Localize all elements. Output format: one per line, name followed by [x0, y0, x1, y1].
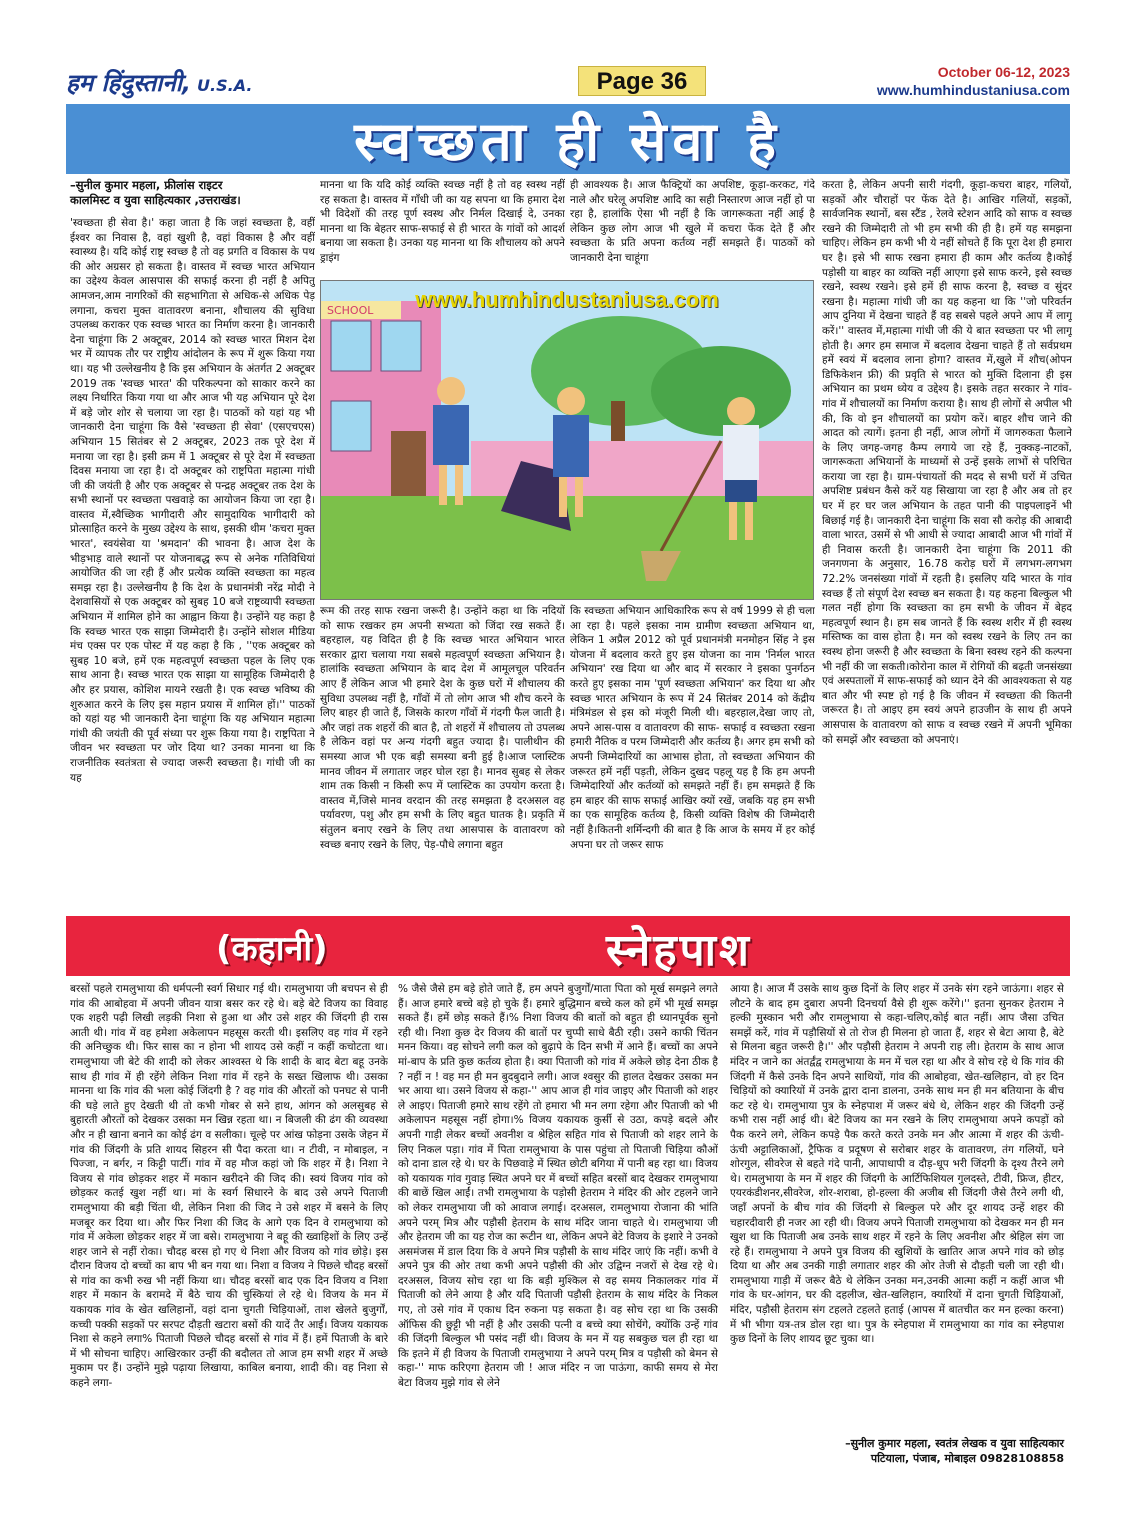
article-column-3-top	[570, 178, 815, 276]
brand-usa: U.S.A.	[197, 76, 253, 95]
signature-line-2: पटियाला, पंजाब, मोबाइल 09828108858	[870, 1452, 1064, 1465]
story-title: स्नेहपाश	[606, 925, 752, 976]
article-column-1	[70, 216, 315, 906]
byline-line-1: –सुनील कुमार महला, फ्रीलांस राइटर	[70, 178, 223, 192]
article-title: स्वच्छता ही सेवा है	[354, 110, 782, 173]
school-sign: SCHOOL	[327, 304, 374, 317]
signature-line-1: –सुनील कुमार महला, स्वतंत्र लेखक व युवा साहित्यकार	[845, 1437, 1064, 1450]
story-column-1	[70, 982, 388, 1468]
story-paragraph: आया है। आज मैं उसके साथ कुछ दिनों के लिए शहर में उनके संग रहने जाऊंगा। शहर से लौटने के बाद हम दुबारा अपनी दिनचर्या वैसे ही शुरू करेंगे।'' इतना सुनकर हेतराम ने हल्की मुस्कान भरी और रामलुभाया से कहा-चलिए,कोई बात नहीं। आप जैसा उचित समझें करें, गांव में पड़ौसियों से तो रोज ही मिलना हो जाता हैं, शहर से बेटा आया है, बेटे से मिलना बहुत जरूरी है।'' और पड़ौसी हेतराम ने अपनी राह ली। हेतराम के साथ आज मंदिर न जाने का अंतर्द्वंद्व रामलुभाया के मन में चल रहा था और वे सोच रहे थे कि गांव की जिंदगी में कैसे उनके दिन अपने साथियों, गांव की आबोहवा, खेत-खलिहान, वो हर दिन चिड़ियों को क्यारियों में उनके द्वारा दाना डालना, उनके साथ मन ही मन बतियाना के बीच कट रहे थे। रामलुभाया पुत्र के स्नेहपाश में जरूर बंधे थे, लेकिन शहर की जिंदगी उन्हें कभी रास नहीं आई थी। बेटे विजय का मन रखने के लिए रामलुभाया अपने कपड़ों को पैक करने लगे, लेकिन कपड़े पैक करते करते उनके मन और आत्मा में शहर की ऊंची-ऊंची अट्टालिकाओं, ट्रैफिक व प्रदूषण से सरोबार शहर के वातावरण, तंग गलियों, घने शोरगुल, सीवरेज से बहते गंदे पानी, आपाधापी व दौड़-धूप भरी जिंदगी के दृश्य तैरने लगे थे। रामलुभाया के मन में शहर की जिंदगी के आर्टिफिशियल गुलदस्ते, टीवी, फ्रिज, हीटर, एयरकंडीशनर,सीवरेज, शोर-शराबा, हो-हल्ला की अजीब सी जिंदगी जैसे तैरने लगी थी, जहाँ अपनों के बीच गांव की जिंदगी से बिल्कुल परे और दूर शायद उन्हें शहर की चहारदीवारी ही नजर आ रही थी। विजय अपने पिताजी रामलुभाया को देखकर मन ही मन खुश था कि पिताजी अब उनके साथ शहर में रहने के लिए अवनीश और श्रेहिल संग जा रहे हैं। रामलुभाया ने अपने पुत्र विजय की खुशियों के खातिर आज अपने गांव को छोड़ दिया था और अब उनकी गाड़ी लगातार शहर की ओर तेजी से दौड़ती चली जा रही थी। रामलुभाया गाड़ी में जरूर बैठे थे लेकिन उनका मन,उनकी आत्मा कहीं न कहीं आज भी गांव के घर-आंगन, घर की दहलीज, खेत-खलिहान, क्यारियों में दाना चुगती चिड़ियाओं, मंदिर, पड़ौसी हेतराम संग टहलते टहलते हताई (आपस में बातचीत कर मन हल्का करना) में भी भीगा यत्र-तत्र डोल रहा था। पुत्र के स्नेहपाश में रामलुभाया का गांव का स्नेहपाश कुछ दिनों के लिए शायद छूट चुका था।	[730, 983, 1064, 1346]
article-paragraph: करता है, लेकिन अपनी सारी गंदगी, कूड़ा-कचरा बाहर, गलियों, सड़कों और चौराहों पर फेंक देते है। आखिर गलियों, सड़कों, सार्वजनिक स्थानों, बस स्टैंड , रेलवे स्टेशन आदि को साफ व स्वच्छ रखने की जिम्मेदारी तो भी हम सभी की ही है। हमें यह समझना चाहिए। लेकिन हम कभी भी ये नहीं सोचते हैं कि पूरा देश ही हमारा घर है। इसे भी साफ रखना हमारा ही काम और कर्तव्य है।कोई पड़ोसी या बाहर का व्यक्ति नहीं आएगा इसे साफ करने, इसे स्वच्छ रखने, स्वस्थ रखने। इसे हमें ही साफ करना है, स्वच्छ व सुंदर रखना है। महात्मा गांधी जी का यह कहना था कि ''जो परिवर्तन आप दुनिया में देखना चाहते हैं वह सबसे पहले अपने आप में लागू करें।'' वास्तव में,महात्मा गांधी जी की ये बात स्वच्छता पर भी लागू होती है। अगर हम समाज में बदलाव देखना चाहते हैं तो सर्वप्रथम हमें स्वयं में बदलाव लाना होगा? वास्तव में,खुले में शौच(ओपन डिफिकेशन फ्री) की प्रवृति से भारत को मुक्ति दिलाना ही इस अभियान का प्रथम ध्येय व उद्देश्य है। इसके तहत सरकार ने गांव-गांव में शौचालयों का निर्माण कराया है। साथ ही लोगों से अपील भी की, कि वो इन शौचालयों का प्रयोग करें। बाहर शौच जाने की आदत को त्यागें। इतना ही नहीं, आज लोगों में जागरुकता फैलाने के लिए जगह-जगह कैम्प लगाये जा रहे हैं, नुक्कड़-नाटकों, जागरूकता अभियानों के माध्यमों से उन्हें इसके लाभों से परिचित कराया जा रहा है। ग्राम-पंचायतों की मदद से सभी घरों में उचित अपशिष्ट प्रबंधन कैसे करें यह सिखाया जा रहा है और अब तो हर घर में हर घर जल अभियान के तहत पानी की पाइपलाइनें भी बिछाई गई है। जानकारी देना चाहूंगा कि सवा सौ करोड़ की आबादी वाला भारत, उसमें से भी आधी से ज्यादा आबादी आज भी गांवों में ही निवास करती है। जानकारी देना चाहूंगा कि 2011 की जनगणना के अनुसार, 16.78 करोड़ घरों में लगभग-लगभग 72.2% जनसंख्या गांवों में रहती है। इसलिए यदि भारत के गांव स्वच्छ हैं तो संपूर्ण देश स्वच्छ बन सकता है। यह कहना बिल्कुल भी गलत नहीं होगा कि स्वच्छता का हम सभी के जीवन में बेहद महत्वपूर्ण स्थान है। हम सब जानते हैं कि स्वस्थ शरीर में ही स्वस्थ मस्तिष्क का वास होता है। मन को स्वस्थ रखने के लिए तन का स्वस्थ होना जरूरी है और स्वच्छता के बिना स्वस्थ रहने की कल्पना भी नहीं की जा सकती।कोरोना काल में रोगियों की बढ़ती जनसंख्या एवं अस्पतालों में साफ-सफाई को ध्यान देने की आवश्यकता से यह बात और भी स्पष्ट हो गई है कि जीवन में स्वच्छता की कितनी जरूरत है। तो आइए हम स्वयं अपने हाउजीन के साथ ही अपने आसपास के वातावरण को साफ व स्वच्छ रखने में अपनी भूमिका को समझें और स्वच्छता को अपनाएं।	[822, 179, 1072, 746]
illustration-watermark: www.humhindustaniusa.com	[415, 287, 719, 312]
article-column-2-top	[320, 178, 565, 276]
byline-line-2: कालमिस्ट व युवा साहित्यकार ,उत्तराखंड।	[70, 193, 241, 207]
article-paragraph: रूम की तरह साफ रखना जरूरी है। उन्होंने कहा था कि नदियों को साफ रखकर हम अपनी सभ्यता को जिंदा रख सकते हैं। बहरहाल, यह विदित ही है कि स्वच्छ भारत अभियान भारत सरकार द्वारा चलाया गया सबसे महत्वपूर्ण स्वच्छता अभियान है। हालांकि स्वच्छता अभियान के बाद देश में आमूलचूल परिवर्तन आए हैं लेकिन आज भी हमारे देश के कुछ घरों में शौचालय की सुविधा उपलब्ध नहीं है, गाँवों में तो लोग आज भी शौच करने के लिए बाहर ही जाते हैं, जिसके कारण गाँवों में गंदगी फैल जाती है। और जहां तक शहरों की बात है, तो शहरों में शौचालय तो उपलब्ध है लेकिन वहां पर अन्य गंदगी बहुत ज्यादा है। पालीथीन की समस्या आज भी एक बड़ी समस्या बनी हुई है।आज प्लास्टिक मानव जीवन में लगातार जहर घोल रहा है। मानव सुबह से लेकर शाम तक किसी न किसी रूप में प्लास्टिक का उपयोग करता है। वास्तव में,जिसे मानव वरदान की तरह समझता है दरअसल वह पर्यावरण, पशु और हम सभी के लिए बहुत घातक है। प्रकृति में संतुलन बनाए रखने के लिए तथा आसपास के वातावरण को स्वच्छ बनाए रखने के लिए, पेड़-पौधे लगाना बहुत	[320, 605, 565, 851]
illustration-drawing	[321, 281, 814, 600]
page-number: Page 36	[578, 66, 706, 96]
story-title-banner	[66, 916, 1070, 976]
article-column-3-bottom	[570, 604, 815, 908]
brand-name: हम हिंदुस्तानी,	[66, 69, 192, 97]
article-column-4	[822, 178, 1072, 908]
article-paragraph: मानना था कि यदि कोई व्यक्ति स्वच्छ नहीं है तो वह स्वस्थ नहीं रह सकता है। वास्तव में गाँधी जी का यह सपना था कि हमारा देश भी विदेशों की तरह पूर्ण स्वस्थ और निर्मल दिखाई दे, उनका मानना था कि बेहतर साफ-सफाई से ही भारत के गांवों को आदर्श बनाया जा सकता है। उनका यह मानना था कि शौचालय को अपने ड्राइंग	[320, 179, 565, 264]
article-title-banner	[66, 104, 1070, 174]
article-paragraph: 'स्वच्छता ही सेवा है।' कहा जाता है कि जहां स्वच्छता है, वहीं ईश्वर का निवास है, वहां खुशी है, वहां विकास है और वहीं स्वास्थ्य है। यदि कोई राष्ट्र स्वच्छ है तो वह प्रगति व विकास के पथ की ओर अग्रसर हो सकता है। वास्तव में स्वच्छ भारत अभियान का उद्देश्य केवल आसपास की सफाई करना ही नहीं है अपितु आमजन,आम नागरिकों की सहभागिता से अधिक-से अधिक पेड़ लगाना, कचरा मुक्त वातावरण बनाना, शौचालय की सुविधा उपलब्ध कराकर एक स्वच्छ भारत का निर्माण करना है। जानकारी देना चाहूंगा कि 2 अक्टूबर, 2014 को स्वच्छ भारत मिशन देश भर में व्यापक तौर पर राष्ट्रीय आंदोलन के रूप में शुरू किया गया था। यह भी उल्लेखनीय है कि इस अभियान के अंतर्गत 2 अक्टूबर 2019 तक 'स्वच्छ भारत' की परिकल्पना को साकार करने का लक्ष्य निर्धारित किया गया था और आज भी यह अभियान पूरे देश में बड़े जोर शोर से चलाया जा रहा है। पाठकों को यहां यह भी जानकारी देना चाहूंगा कि वैसे 'स्वच्छता ही सेवा' (एसएचएस) अभियान 15 सितंबर से 2 अक्टूबर, 2023 तक पूरे देश में मनाया जा रहा है। इसी क्रम में 1 अक्टूबर से पूरे देश में स्वच्छता दिवस मनाया जा रहा है। दो अक्टूबर को राष्ट्रपिता महात्मा गांधी जी की जयंती है और एक अक्टूबर से पन्द्रह अक्टूबर तक देश के सभी स्थानों पर स्वच्छता पखवाड़े का आयोजन किया जा रहा है। वास्तव में,स्वैच्छिक भागीदारी और सामुदायिक भागीदारी को प्रोत्साहित करने के मुख्य उद्देश्य के साथ, इसकी थीम 'कचरा मुक्त भारत', स्वयंसेवा या 'श्रमदान' की भावना है। आज देश के भीड़भाड़ वाले स्थानों पर योजनाबद्ध रूप से अनेक गतिविधियां आयोजित की जा रही हैं और प्रत्येक व्यक्ति स्वच्छता का महत्व समझ रहा है। उल्लेखनीय है कि देश के प्रधानमंत्री नरेंद्र मोदी ने देशवासियों से एक अक्टूबर को सुबह 10 बजे राष्ट्रव्यापी स्वच्छता अभियान में शामिल होने का आह्वान किया है। उन्होंने यह कहा है कि स्वच्छ भारत एक साझा जिम्मेदारी है। उन्होंने सोशल मीडिया मंच एक्स पर एक पोस्ट में यह कहा है कि , ''एक अक्टूबर को सुबह 10 बजे, हमें एक महत्वपूर्ण स्वच्छता पहल के लिए एक साथ आना है। स्वच्छ भारत एक साझा या सामूहिक जिम्मेदारी है और हर प्रयास, कोशिश मायने रखती है। एक स्वच्छ भविष्य की शुरुआत करने के लिए इस महान प्रयास में शामिल हों।'' पाठकों को यहां यह भी जानकारी देना चाहूंगा कि यह अभियान महात्मा गांधी की जयंती की पूर्व संध्या पर शुरू किया गया है। राष्ट्रपिता ने जीवन भर स्वच्छता पर जोर दिया था? उनका मानना था कि राजनीतिक स्वतंत्रता से ज्यादा जरूरी स्वच्छता है। गांधी जी का यह	[70, 217, 315, 784]
newspaper-brand	[66, 66, 252, 99]
article-byline	[70, 178, 315, 208]
cleanliness-illustration	[320, 280, 814, 600]
article-paragraph: कि स्वच्छता अभियान आधिकारिक रूप से वर्ष 1999 से ही चला आ रहा है। पहले इसका नाम ग्रामीण स्वच्छता अभियान था, लेकिन 1 अप्रैल 2012 को पूर्व प्रधानमंत्री मनमोहन सिंह ने इस योजना में बदलाव करते हुए इस योजना का नाम 'निर्मल भारत अभियान' रख दिया था और बाद में सरकार ने इसका पुनर्गठन करते हुए इसका नाम 'पूर्ण स्वच्छता अभियान' कर दिया था और स्वच्छ भारत अभियान के रूप में 24 सितंबर 2014 को केंद्रीय मंत्रिमंडल से इस को मंजूरी मिली थी। बहरहाल,देखा जाए तो, अपने आस-पास व वातावरण की साफ- सफाई व स्वच्छता रखना हमारी नैतिक व परम जिम्मेदारी और कर्तव्य है। अगर हम सभी को अपनी जिम्मेदारियों का आभास होता, तो स्वच्छता अभियान की जरूरत हमें नहीं पड़ती, लेकिन दुखद पहलू यह है कि हम अपनी जिम्मेदारियों और कर्तव्यों को समझते नहीं हैं। हम समझते हैं कि हम बाहर की साफ सफाई आखिर क्यों रखें, जबकि यह हम सभी का एक सामूहिक कर्तव्य है, किसी व्यक्ति विशेष की जिम्मेदारी नहीं है।कितनी शर्मिन्दगी की बात है कि आज के समय में हर कोई अपना घर तो जरूर साफ	[570, 605, 815, 851]
story-author-signature	[730, 1436, 1064, 1466]
story-column-3	[730, 982, 1064, 1432]
article-column-2-bottom	[320, 604, 565, 908]
issue-date: October 06-12, 2023	[937, 64, 1070, 80]
story-paragraph: बरसों पहले रामलुभाया की धर्मपत्नी स्वर्ग सिधार गई थी। रामलुभाया जी बचपन से ही गांव की आबोहवा में अपनी जीवन यात्रा बसर कर रहे थे। बड़े बेटे विजय का विवाह एक शहरी पढ़ी लिखी लड़की निशा से हुआ था और उसे शहर की जिंदगी ही रास आती थी। गांव में वह हमेशा अकेलापन महसूस करती थी। इसलिए वह गांव में रहने की अनिच्छुक थी। फिर सास का न होना भी शायद उसे कहीं न कहीं कचोटता था। रामलुभाया जी बेटे की शादी को लेकर आश्वस्त थे कि शादी के बाद बेटा बहू उनके साथ ही गांव में ही रहेंगे लेकिन निशा गांव में रहने के सख्त खिलाफ थी। उसका मानना था कि गांव की भला कोई जिंदगी है ? वह गांव की औरतों को पनघट से पानी की घड़े लाते हुए देखती थी तो कभी गोबर से सने हाथ, आंगन को अलसुबह से बुहारती औरतों को देखकर उसका मन खिन्न रहता था। न बिजली की ढंग की व्यवस्था और न ही खाना बनाने का कोई ढंग व सलीका। चूल्हे पर आंख फोड़ना उसके जेहन में गांव की जिंदगी के प्रति शायद सिहरन सी पैदा करता था। न टीवी, न मोबाइल, न पिज्जा, न बर्गर, न किट्टी पार्टी। गांव में वह मौज कहां जो कि शहर में है। निशा ने विजय से गांव छोड़कर शहर में मकान खरीदने की जिद की। स्वयं विजय गांव को छोड़कर कतई खुश नहीं था। मां के स्वर्ग सिधारने के बाद उसे अपने पिताजी रामलुभाया की बड़ी चिंता थी, लेकिन निशा की जिद ने उसे शहर में बसने के लिए मजबूर कर दिया था। और फिर निशा की जिद के आगे एक दिन वे रामलुभाया को गांव में अकेला छोड़कर शहर में जा बसे। रामलुभाया ने बहू की ख्वाहिशों के लिए उन्हें शहर जाने से नहीं रोका। चौदह बरस हो गए थे निशा और विजय को गांव छोड़े। इस दौरान विजय दो बच्चों का बाप भी बन गया था। निशा व विजय ने पिछले चौदह बरसों से गांव का कभी रुख भी नहीं किया था। चौदह बरसों बाद एक दिन विजय व निशा शहर में मकान के बरामदे में बैठे चाय की चुस्कियां ले रहे थे। विजय के मन में यकायक गांव के खेत खलिहानों, वहां दाना चुगती चिड़ियाओं, ताश खेलते बुजुर्गों, कच्ची पक्की सड़कों पर सरपट दौड़ती खटारा बसों की यादें तैर आईं। विजय यकायक निशा से कहने लगा% पिताजी पिछले चौदह बरसों से गांव में हैं। हमें पिताजी के बारे में भी सोचना चाहिए। आखिरकार उन्हीं की बदौलत तो आज हम सभी शहर में अच्छे मुकाम पर हैं। उन्होंने मुझे पढ़ाया लिखाया, काबिल बनाया, शादी की। वह निशा से कहने लगा-	[70, 983, 388, 1390]
website-url: www.humhindustaniusa.com	[876, 82, 1070, 98]
masthead	[66, 62, 1070, 104]
article-paragraph: ही आवश्यक है। आज फैक्ट्रियों का अपशिष्ट, कूड़ा-करकट, गंदे नाले और घरेलू अपशिष्ट आदि का सही निस्तारण आज नहीं हो पा रहा है, हालांकि ऐसा भी नहीं है कि जागरूकता नहीं आई है लेकिन कुछ लोग आज भी खुले में कचरा फेंक देते हैं और स्वच्छता के प्रति अपना कर्तव्य नहीं समझते हैं। पाठकों को जानकारी देना चाहूंगा	[570, 179, 815, 264]
story-paragraph: % जैसे जैसे हम बड़े होते जाते हैं, हम अपने बुजुर्गों/माता पिता को मूर्ख समझने लगते हैं। आज हमारे बच्चे बड़े हो चुके हैं। हमारे बुद्धिमान बच्चे कल को हमें भी मूर्ख समझ सकते हैं। हमें छोड़ सकते हैं।% निशा विजय की बातों को बहुत ही ध्यानपूर्वक सुनो रही थी। निशा कुछ देर विजय की बातों पर चुप्पी साधे बैठी रही। उसने काफी चिंतन मनन किया। वह सोचने लगी कल को बुढ़ापे के दिन सभी में आने हैं। बच्चों का अपने मां-बाप के प्रति कुछ कर्तव्य होता है। क्या पिताजी को गांव में अकेले छोड़ देना ठीक है ? नहीं न ! वह मन ही मन बुदबुदाने लगी। आज श्वसुर की हालत देखकर उसका मन भर आया था। उसने विजय से कहा-'' आप आज ही गांव जाइए और पिताजी को शहर ले आइए। पिताजी हमारे साथ रहेंगे तो हमारा भी मन लगा रहेगा और पिताजी को भी अकेलापन महसूस नहीं होगा।% विजय यकायक कुर्सी से उठा, कपड़े बदले और अपनी गाड़ी लेकर बच्चों अवनीश व श्रेहिल सहित गांव से पिताजी को शहर लाने के लिए निकल पड़ा। गांव में पिता रामलुभाया के पास पहुंचा तो पिताजी चिड़िया कौओं को दाना डाल रहे थे। घर के पिछवाड़े में स्थित छोटी बगिया में पानी बह रहा था। विजय को यकायक गांव गुवाड़ स्थित अपने घर में बच्चों सहित बरसों बाद देखकर रामलुभाया की बाछें खिल आईं। तभी रामलुभाया के पड़ोसी हेतराम ने मंदिर की ओर टहलने जाने को लेकर रामलुभाया जी को आवाज लगाई। दरअसल, रामलुभाया रोजाना की भांति अपने परम् मित्र और पड़ौसी हेतराम के साथ मंदिर जाना चाहते थे। रामलुभाया जी और हेतराम जी का यह रोज का रूटीन था, लेकिन अपने बेटे विजय के इशारे ने उनको असमंजस में डाल दिया कि वे अपने मित्र पड़ौसी के साथ मंदिर जाएं कि नहीं। कभी वे अपने पुत्र की ओर तथा कभी अपने पड़ौसी की ओर उद्विग्न नजरों से देख रहे थे। दरअसल, विजय सोच रहा था कि बड़ी मुश्किल से वह समय निकालकर गांव में पिताजी को लेने आया है और यदि पिताजी पड़ौसी हेतराम के साथ मंदिर के निकल गए, तो उसे गांव में एकाध दिन रुकना पड़ सकता है। वह सोच रहा था कि उसकी ऑफिस की छुट्टी भी नहीं है और उसकी पत्नी व बच्चे क्या सोचेंगे, क्योंकि उन्हें गांव की जिंदगी बिल्कुल भी पसंद नहीं थी। विजय के मन में यह सबकुछ चल ही रहा था कि इतने में ही विजय के पिताजी रामलुभाया ने अपने परम् मित्र व पड़ौसी को बेमन से कहा-'' माफ करिएगा हेतराम जी ! आज मंदिर न जा पाऊंगा, काफी समय से मेरा बेटा विजय मुझे गांव से लेने	[398, 983, 718, 1390]
story-column-2	[398, 982, 718, 1468]
story-genre: (कहानी)	[216, 929, 328, 969]
